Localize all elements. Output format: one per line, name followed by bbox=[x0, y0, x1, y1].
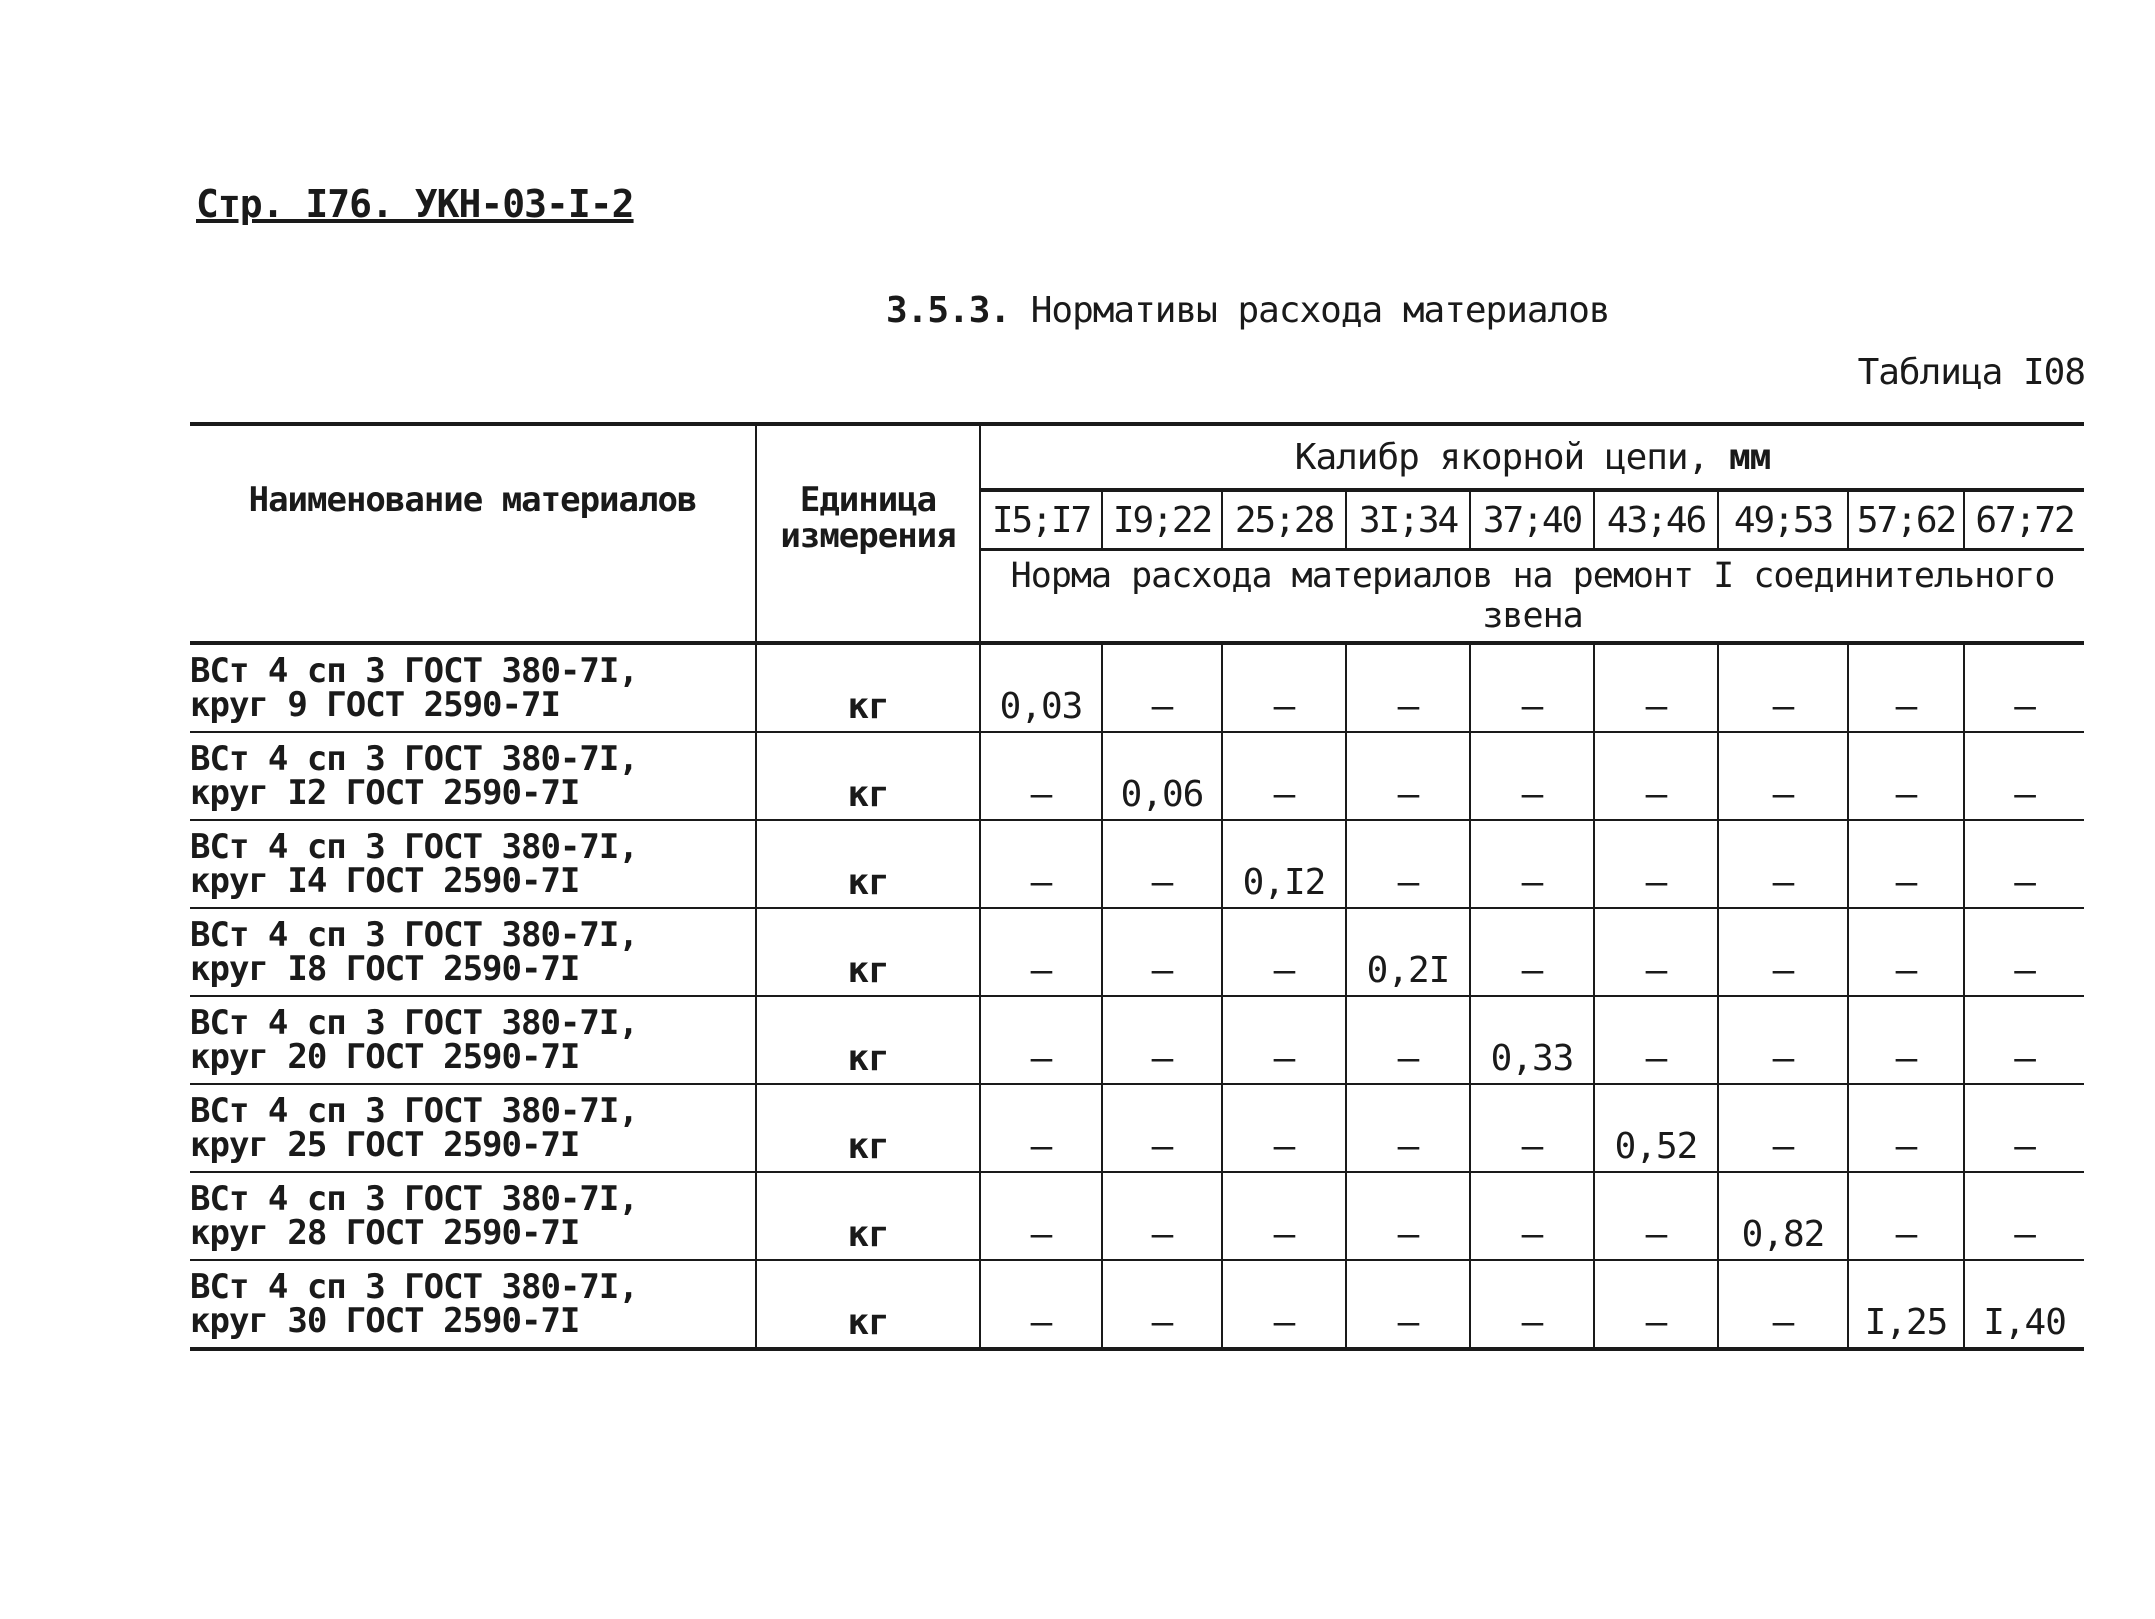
unit-cell: кг bbox=[756, 908, 980, 996]
norm-value-cell: – bbox=[1594, 732, 1718, 820]
norm-value-cell: – bbox=[2014, 774, 2035, 815]
norm-value-cell: – bbox=[1102, 820, 1222, 908]
norm-value-cell: – bbox=[1346, 1260, 1470, 1349]
table-body bbox=[190, 643, 2084, 1349]
norm-value-cell: – bbox=[1102, 1084, 1222, 1172]
norm-value-cell: – bbox=[1222, 1260, 1346, 1349]
material-profile: круг 30 ГОСТ 2590-7I bbox=[190, 1301, 580, 1341]
norm-value-cell: – bbox=[980, 1260, 1102, 1349]
norm-value-cell: – bbox=[1102, 996, 1222, 1084]
caliber-unit: мм bbox=[1728, 436, 1771, 478]
material-grade: ВСт 4 сп 3 ГОСТ 380-7I, bbox=[190, 1267, 638, 1307]
caliber-header-cell: 67;72 bbox=[1964, 490, 2084, 550]
norm-value-cell: – bbox=[1718, 996, 1848, 1084]
caliber-header-cell: I9;22 bbox=[1102, 490, 1222, 550]
caliber-header-cell: 49;53 bbox=[1718, 490, 1848, 550]
caliber-header-cell: 37;40 bbox=[1470, 490, 1594, 550]
norm-value-cell: – bbox=[1346, 1172, 1470, 1260]
norm-value-cell: 0,33 bbox=[1470, 996, 1594, 1084]
material-name-cell bbox=[190, 732, 756, 820]
unit-cell: кг bbox=[756, 1260, 980, 1349]
material-grade: ВСт 4 сп 3 ГОСТ 380-7I, bbox=[190, 1091, 638, 1131]
norm-value-cell: – bbox=[1848, 1084, 1964, 1172]
norm-value-cell: – bbox=[2014, 862, 2035, 903]
material-profile: круг 20 ГОСТ 2590-7I bbox=[190, 1037, 580, 1077]
norm-value-cell: – bbox=[1346, 820, 1470, 908]
norm-value-cell: – bbox=[1222, 1172, 1346, 1260]
norm-value-cell: – bbox=[980, 732, 1102, 820]
materials-consumption-table bbox=[190, 422, 2084, 1351]
column-header-unit: Единица измерения bbox=[756, 424, 980, 643]
norm-value-cell: – bbox=[1594, 996, 1718, 1084]
table-row bbox=[190, 1084, 2084, 1172]
section-title-text: Нормативы расхода материалов bbox=[1030, 290, 1610, 331]
material-profile: круг I2 ГОСТ 2590-7I bbox=[190, 773, 580, 813]
norm-value-cell: – bbox=[1470, 1084, 1594, 1172]
norm-value-cell: – bbox=[980, 1084, 1102, 1172]
material-grade: ВСт 4 сп 3 ГОСТ 380-7I, bbox=[190, 1003, 638, 1043]
material-name-cell bbox=[190, 996, 756, 1084]
table-row bbox=[190, 1172, 2084, 1260]
caliber-header-cell: I5;I7 bbox=[980, 490, 1102, 550]
page-reference: Стр. I76. УКН-03-I-2 bbox=[196, 182, 634, 226]
material-name-cell bbox=[190, 1172, 756, 1260]
material-profile: круг 28 ГОСТ 2590-7I bbox=[190, 1213, 580, 1253]
table-row bbox=[190, 820, 2084, 908]
material-name-cell bbox=[190, 1084, 756, 1172]
unit-cell: кг bbox=[756, 643, 980, 732]
caliber-header-cell: 57;62 bbox=[1848, 490, 1964, 550]
norm-value-cell: – bbox=[1848, 996, 1964, 1084]
norm-value-cell: – bbox=[980, 820, 1102, 908]
norm-value-cell: – bbox=[1848, 732, 1964, 820]
norm-value-cell: 0,03 bbox=[980, 643, 1102, 732]
norm-value-cell: – bbox=[1718, 908, 1848, 996]
material-grade: ВСт 4 сп 3 ГОСТ 380-7I, bbox=[190, 915, 638, 955]
unit-cell: кг bbox=[756, 1172, 980, 1260]
norm-value-cell: – bbox=[1346, 643, 1470, 732]
norm-value-cell: – bbox=[2014, 1126, 2035, 1167]
materials-table-container bbox=[190, 422, 2084, 1351]
table-row bbox=[190, 1260, 2084, 1349]
norm-value-cell: – bbox=[1594, 1260, 1718, 1349]
column-header-material: Наименование материалов bbox=[190, 424, 756, 643]
norm-value-cell: – bbox=[1594, 1172, 1718, 1260]
material-name-cell bbox=[190, 643, 756, 732]
norm-value-cell: – bbox=[1470, 732, 1594, 820]
norm-value-cell: – bbox=[1594, 908, 1718, 996]
norm-value-cell: – bbox=[1470, 1172, 1594, 1260]
norm-value-cell: – bbox=[1848, 908, 1964, 996]
table-header bbox=[190, 424, 2084, 643]
norm-value-cell: – bbox=[1718, 1260, 1848, 1349]
caliber-header-cell: 43;46 bbox=[1594, 490, 1718, 550]
norm-value-cell: 0,I2 bbox=[1222, 820, 1346, 908]
material-profile: круг 25 ГОСТ 2590-7I bbox=[190, 1125, 580, 1165]
unit-cell: кг bbox=[756, 732, 980, 820]
material-grade: ВСт 4 сп 3 ГОСТ 380-7I, bbox=[190, 739, 638, 779]
norm-value-cell: – bbox=[1470, 908, 1594, 996]
caliber-header-cell: 25;28 bbox=[1222, 490, 1346, 550]
section-title bbox=[886, 290, 1610, 331]
norm-value-cell: 0,06 bbox=[1102, 732, 1222, 820]
norm-value-cell: – bbox=[1848, 643, 1964, 732]
material-profile: круг I4 ГОСТ 2590-7I bbox=[190, 861, 580, 901]
norm-value-cell: – bbox=[1718, 820, 1848, 908]
unit-cell: кг bbox=[756, 996, 980, 1084]
table-row bbox=[190, 732, 2084, 820]
material-profile: круг I8 ГОСТ 2590-7I bbox=[190, 949, 580, 989]
unit-cell: кг bbox=[756, 1084, 980, 1172]
norm-value-cell: – bbox=[1470, 820, 1594, 908]
norm-value-cell: – bbox=[1594, 820, 1718, 908]
norm-value-cell: 0,52 bbox=[1594, 1084, 1718, 1172]
section-number: 3.5.3. bbox=[886, 290, 1011, 331]
material-name-cell bbox=[190, 908, 756, 996]
table-row bbox=[190, 908, 2084, 996]
norm-value-cell: I,25 bbox=[1848, 1260, 1964, 1349]
norm-value-cell: – bbox=[1102, 1172, 1222, 1260]
norm-value-cell: – bbox=[2014, 1214, 2035, 1255]
norm-value-cell: – bbox=[1102, 643, 1222, 732]
caliber-group-header bbox=[980, 424, 2084, 490]
norm-value-cell: – bbox=[1848, 1172, 1964, 1260]
norm-value-cell: – bbox=[1222, 996, 1346, 1084]
norm-value-cell: 0,82 bbox=[1718, 1172, 1848, 1260]
norm-value-cell: 0,2I bbox=[1346, 908, 1470, 996]
norm-value-cell: – bbox=[1718, 1084, 1848, 1172]
table-row bbox=[190, 643, 2084, 732]
norm-note-header: Норма расхода материалов на ремонт I соединительного звена bbox=[1010, 556, 2055, 636]
unit-cell: кг bbox=[756, 820, 980, 908]
norm-value-cell: – bbox=[980, 1172, 1102, 1260]
norm-value-cell: – bbox=[1346, 732, 1470, 820]
material-name-cell bbox=[190, 820, 756, 908]
norm-value-cell: – bbox=[1470, 1260, 1594, 1349]
material-name-cell bbox=[190, 1260, 756, 1349]
norm-value-cell: – bbox=[1222, 908, 1346, 996]
norm-value-cell: I,40 bbox=[1983, 1302, 2066, 1343]
norm-value-cell: – bbox=[1848, 820, 1964, 908]
material-grade: ВСт 4 сп 3 ГОСТ 380-7I, bbox=[190, 1179, 638, 1219]
norm-value-cell: – bbox=[1346, 1084, 1470, 1172]
norm-value-cell: – bbox=[980, 908, 1102, 996]
norm-value-cell: – bbox=[980, 996, 1102, 1084]
table-row bbox=[190, 996, 2084, 1084]
caliber-title-text: Калибр якорной цепи, bbox=[1294, 436, 1709, 478]
norm-value-cell: – bbox=[2014, 950, 2035, 991]
norm-value-cell: – bbox=[1718, 732, 1848, 820]
norm-value-cell: – bbox=[1102, 1260, 1222, 1349]
caliber-header-cell: 3I;34 bbox=[1346, 490, 1470, 550]
norm-value-cell: – bbox=[2014, 1038, 2035, 1079]
norm-value-cell: – bbox=[2014, 686, 2035, 727]
material-grade: ВСт 4 сп 3 ГОСТ 380-7I, bbox=[190, 651, 638, 691]
table-label: Таблица I08 bbox=[1857, 352, 2085, 393]
norm-value-cell: – bbox=[1718, 643, 1848, 732]
norm-value-cell: – bbox=[1222, 732, 1346, 820]
norm-value-cell: – bbox=[1594, 643, 1718, 732]
material-profile: круг 9 ГОСТ 2590-7I bbox=[190, 685, 560, 725]
norm-value-cell: – bbox=[1102, 908, 1222, 996]
norm-value-cell: – bbox=[1346, 996, 1470, 1084]
norm-value-cell: – bbox=[1222, 643, 1346, 732]
material-grade: ВСт 4 сп 3 ГОСТ 380-7I, bbox=[190, 827, 638, 867]
norm-value-cell: – bbox=[1470, 643, 1594, 732]
norm-value-cell: – bbox=[1222, 1084, 1346, 1172]
